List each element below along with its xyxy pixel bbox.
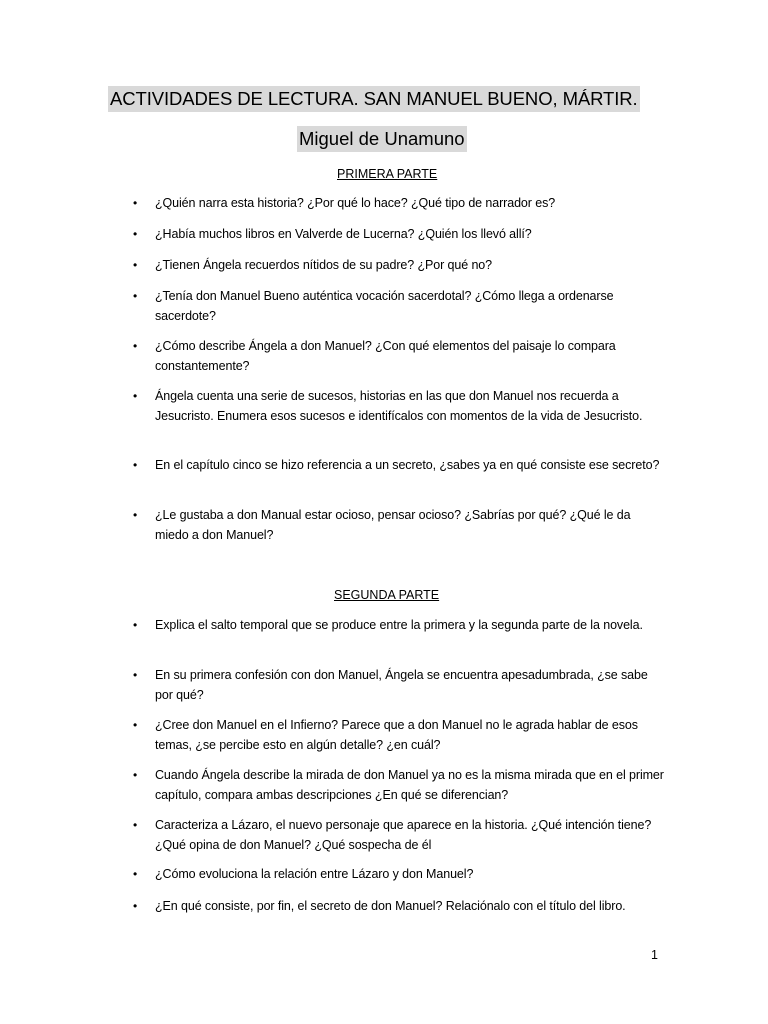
list-item (133, 194, 665, 214)
list-item (133, 897, 675, 917)
document-title: ACTIVIDADES DE LECTURA. SAN MANUEL BUENO, MÁRTIR. (108, 86, 640, 112)
question-text: ¿Le gustaba a don Manual estar ocioso, pensar ocioso? ¿Sabrías por qué? ¿Qué le da miedo a don Manuel? (155, 508, 631, 542)
question-text: ¿Cómo describe Ángela a don Manuel? ¿Con qué elementos del paisaje lo compara constantemente? (155, 339, 616, 373)
bullet-icon: • (133, 458, 138, 472)
list-item (133, 666, 665, 705)
list-item (133, 256, 665, 276)
list-item (133, 287, 665, 326)
question-text: En el capítulo cinco se hizo referencia a un secreto, ¿sabes ya en qué consiste ese secreto? (155, 458, 660, 472)
list-item (133, 387, 665, 426)
bullet-icon: • (133, 899, 138, 913)
section-heading-segunda-parte: SEGUNDA PARTE (334, 588, 440, 602)
list-item (133, 766, 665, 805)
bullet-icon: • (133, 618, 138, 632)
bullet-icon: • (133, 227, 138, 241)
bullet-icon: • (133, 718, 138, 732)
question-text: En su primera confesión con don Manuel, Ángela se encuentra apesadumbrada, ¿se sabe por qué? (155, 668, 648, 702)
list-item (133, 506, 665, 545)
section-heading-primera-parte: PRIMERA PARTE (337, 167, 438, 181)
question-text: ¿Quién narra esta historia? ¿Por qué lo hace? ¿Qué tipo de narrador es? (155, 196, 556, 210)
bullet-icon: • (133, 768, 138, 782)
bullet-icon: • (133, 289, 138, 303)
question-text: Cuando Ángela describe la mirada de don Manuel ya no es la misma mirada que en el primer capítulo, compara ambas descripciones ¿En qué se diferencian? (155, 768, 664, 802)
list-item (133, 865, 665, 885)
bullet-icon: • (133, 668, 138, 682)
bullet-icon: • (133, 867, 138, 881)
question-text: ¿Tienen Ángela recuerdos nítidos de su padre? ¿Por qué no? (155, 258, 493, 272)
question-text: ¿Había muchos libros en Valverde de Lucerna? ¿Quién los llevó allí? (155, 227, 532, 241)
bullet-icon: • (133, 389, 138, 403)
list-item (133, 816, 665, 855)
bullet-icon: • (133, 196, 138, 210)
list-item (133, 337, 665, 376)
bullet-icon: • (133, 258, 138, 272)
list-item (133, 616, 665, 636)
question-text: Explica el salto temporal que se produce entre la primera y la segunda parte de la novela. (155, 618, 643, 632)
bullet-icon: • (133, 508, 138, 522)
question-text: ¿Cree don Manuel en el Infierno? Parece que a don Manuel no le agrada hablar de esos temas, ¿se percibe esto en algún detalle? ¿en cuál? (155, 718, 638, 752)
document-author: Miguel de Unamuno (297, 126, 467, 152)
question-text: ¿Tenía don Manuel Bueno auténtica vocación sacerdotal? ¿Cómo llega a ordenarse sacerdote? (155, 289, 614, 323)
question-text: Caracteriza a Lázaro, el nuevo personaje que aparece en la historia. ¿Qué intención tiene? ¿Qué opina de don Manuel? ¿Qué sospecha de él (155, 818, 652, 852)
bullet-icon: • (133, 818, 138, 832)
question-text: Ángela cuenta una serie de sucesos, historias en las que don Manuel nos recuerda a Jesucristo. Enumera esos sucesos e identifícalos con momentos de la vida de Jesucristo. (155, 389, 643, 423)
list-item (133, 225, 665, 245)
list-item (133, 456, 665, 476)
bullet-icon: • (133, 339, 138, 353)
question-text: ¿En qué consiste, por fin, el secreto de don Manuel? Relaciónalo con el título del libro. (155, 899, 626, 913)
question-text: ¿Cómo evoluciona la relación entre Lázaro y don Manuel? (155, 867, 474, 881)
list-item (133, 716, 665, 755)
page-number: 1 (651, 948, 658, 962)
